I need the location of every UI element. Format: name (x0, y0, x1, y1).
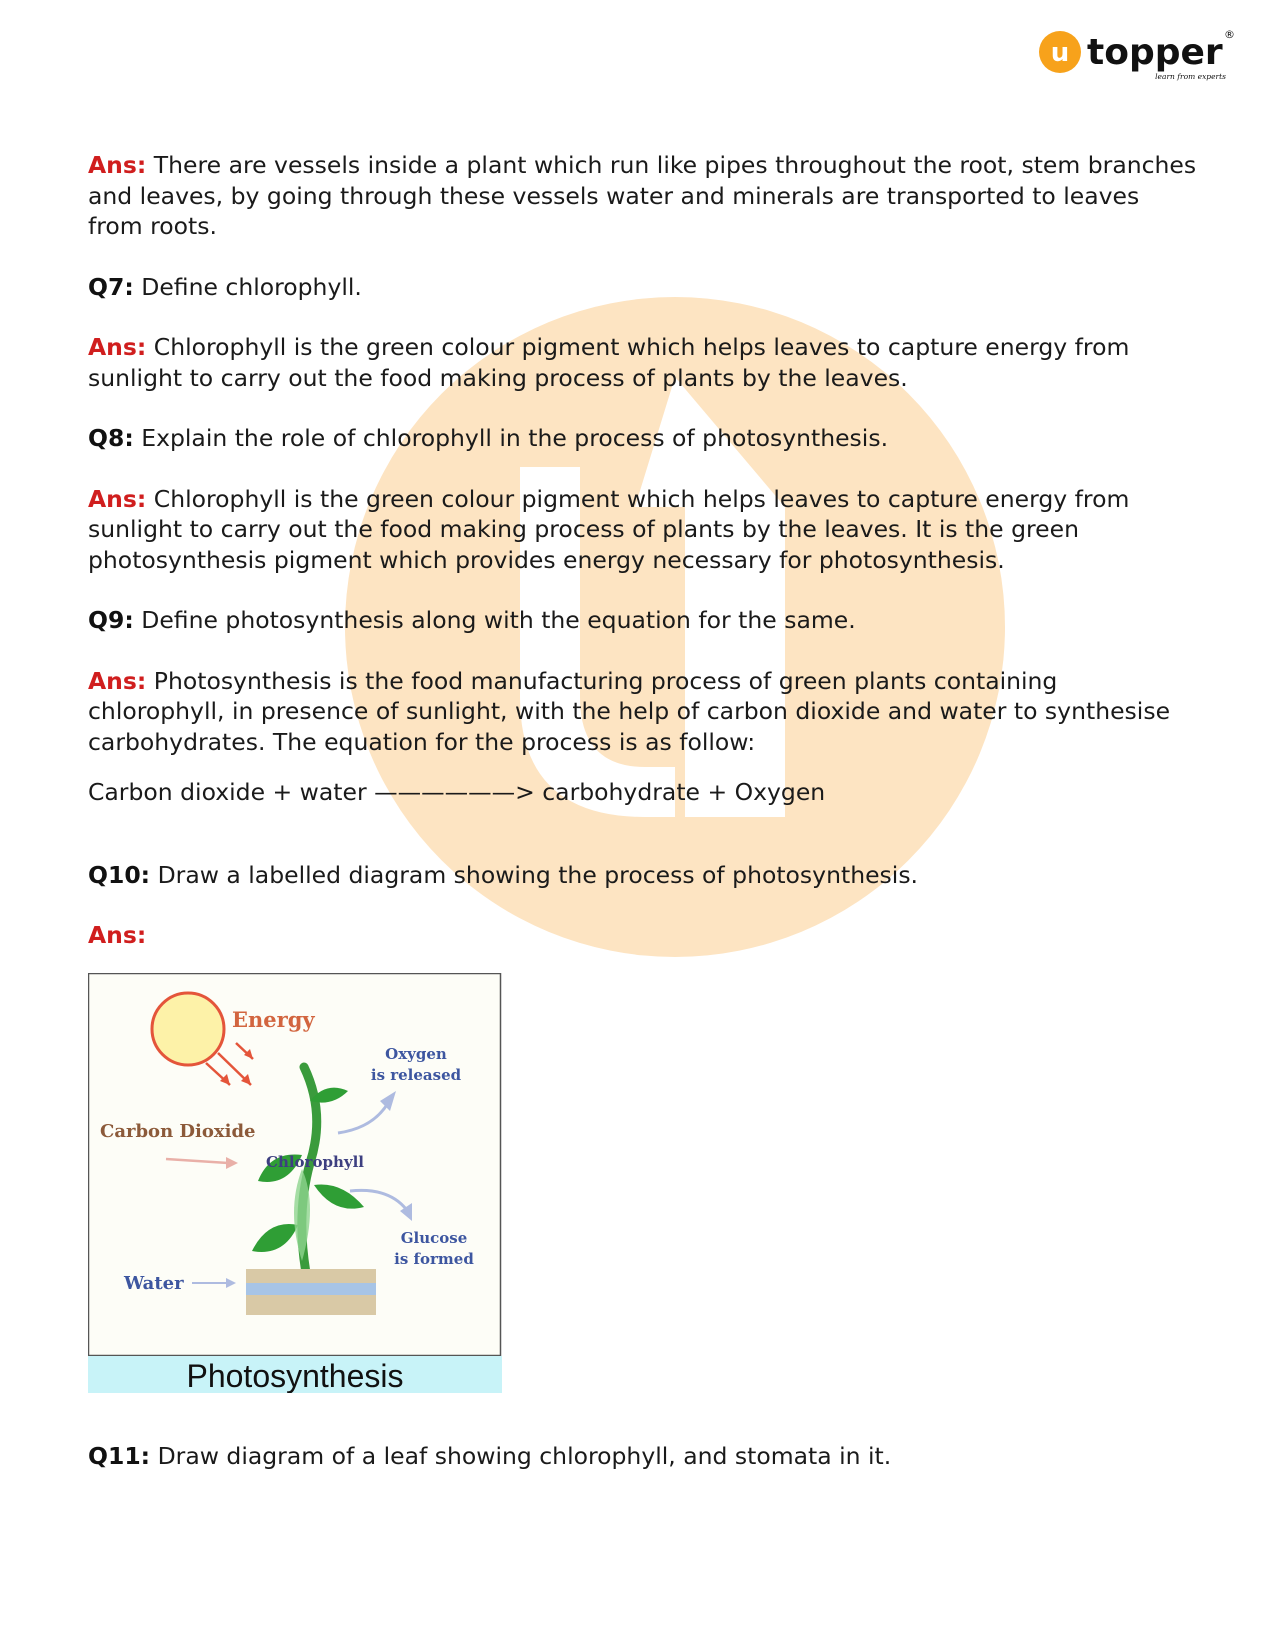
sun-icon (152, 993, 224, 1065)
answer-label: Ans: (88, 333, 147, 361)
answer-label: Ans: (88, 666, 147, 695)
energy-label: Energy (232, 1006, 315, 1032)
answer-text: There are vessels inside a plant which run like pipes throughout the root, stem branches and leaves, by going through these vessels water and minerals are transported to leaves from roots. (88, 151, 1197, 240)
answer-q6 (88, 150, 1198, 242)
brand-tagline: learn from experts (1155, 72, 1226, 81)
question-text: Draw diagram of a leaf showing chlorophyll, and stomata in it. (157, 1441, 892, 1470)
brand-name: topper (1087, 32, 1223, 73)
answer-label: Ans: (88, 151, 147, 179)
soil-top (246, 1269, 376, 1283)
question-text: Explain the role of chlorophyll in the process of photosynthesis. (141, 424, 889, 452)
registered-mark: ® (1224, 28, 1235, 41)
question-text: Define chlorophyll. (141, 272, 362, 301)
question-label: Q7: (88, 272, 134, 301)
brand-badge-letter: u (1050, 38, 1070, 68)
question-q10 (88, 860, 1198, 891)
question-label: Q9: (88, 606, 134, 634)
oxygen-label-line2: is released (370, 1065, 462, 1084)
water-label: Water (124, 1272, 184, 1294)
answer-label: Ans: (88, 484, 147, 513)
question-q11 (88, 1441, 1198, 1472)
document-body (88, 150, 1198, 1471)
carbon-dioxide-label: Carbon Dioxide (100, 1120, 256, 1142)
photosynthesis-diagram (88, 973, 502, 1393)
answer-label: Ans: (88, 921, 147, 949)
oxygen-label-line1: Oxygen (385, 1044, 447, 1063)
answer-text: Photosynthesis is the food manufacturing process of green plants containing chlorophyll, in presence of sunlight, with the help of carbon dioxide and water to synthesise carbohydrates. The equation for the process is as follow: (88, 666, 1171, 756)
photosynthesis-equation: Carbon dioxide + water ——————> carbohydrate + Oxygen (88, 778, 826, 806)
question-label: Q11: (88, 1441, 151, 1470)
answer-q10 (88, 920, 1198, 951)
diagram-caption: Photosynthesis (186, 1357, 404, 1393)
question-label: Q10: (88, 860, 151, 889)
soil-bottom (246, 1295, 376, 1315)
brand-logo (1038, 24, 1238, 86)
question-q7 (88, 272, 1198, 303)
chlorophyll-label: Chlorophyll (266, 1152, 364, 1171)
answer-text: Chlorophyll is the green colour pigment which helps leaves to capture energy from sunlight to carry out the food making process of plants by the leaves. (88, 333, 1130, 392)
question-text: Define photosynthesis along with the equation for the same. (141, 606, 856, 634)
answer-text: Chlorophyll is the green colour pigment which helps leaves to capture energy from sunlight to carry out the food making process of plants by the leaves. It is the green photosynthesis pigment which provides energy necessary for photosynthesis. (88, 484, 1130, 574)
glucose-label-line2: is formed (394, 1249, 474, 1268)
question-text: Draw a labelled diagram showing the process of photosynthesis. (157, 860, 919, 889)
glucose-label-line1: Glucose (400, 1228, 468, 1247)
answer-q7 (88, 332, 1198, 393)
answer-q8 (88, 484, 1198, 576)
question-label: Q8: (88, 424, 134, 452)
question-q9 (88, 605, 1198, 636)
answer-q9 (88, 666, 1198, 758)
soil-water-layer (246, 1283, 376, 1295)
question-q8 (88, 423, 1198, 454)
